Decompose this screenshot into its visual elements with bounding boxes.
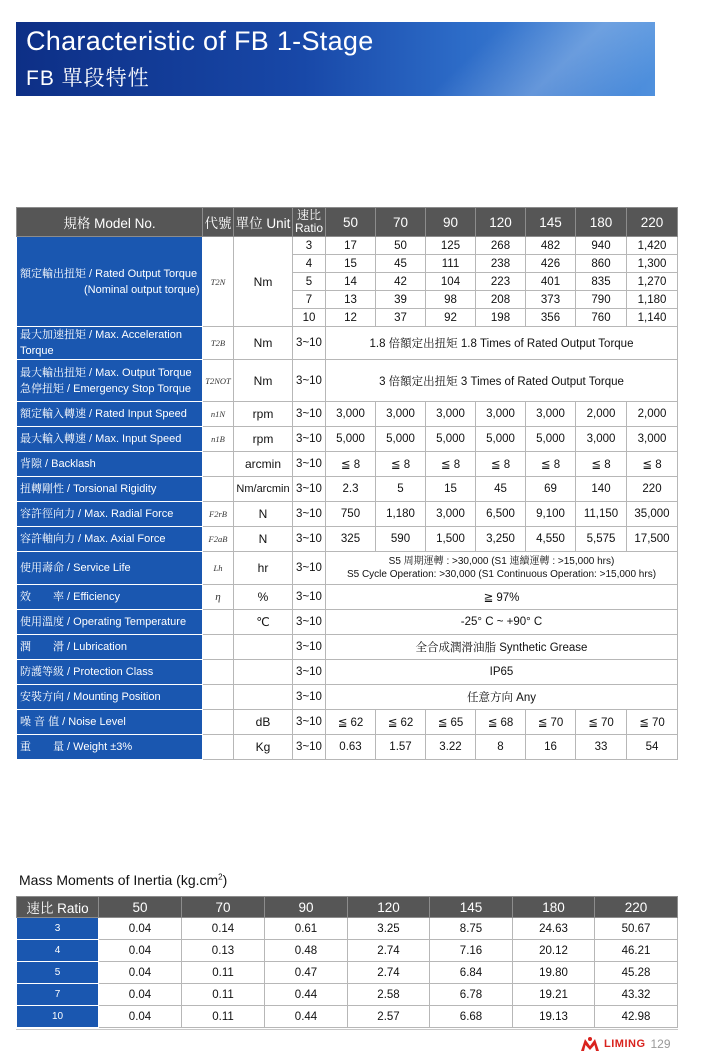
table-row — [17, 502, 678, 527]
value-cell: 401 — [526, 273, 576, 291]
table-row — [17, 918, 678, 940]
value-cell: 1,140 — [627, 309, 678, 327]
value-cell: 0.44 — [265, 984, 348, 1006]
backlash-symbol — [203, 452, 234, 477]
value-cell: ≦ 62 — [376, 710, 426, 735]
lubrication-unit — [234, 635, 293, 660]
value-cell: 5,000 — [326, 427, 376, 452]
value-cell: ≦ 8 — [627, 452, 678, 477]
value-cell: 750 — [326, 502, 376, 527]
value-cell: 482 — [526, 237, 576, 255]
value-cell: 1,270 — [627, 273, 678, 291]
rated-speed-symbol: n1N — [203, 402, 234, 427]
accel-torque-value: 1.8 倍額定出扭矩 1.8 Times of Rated Output Torque — [326, 327, 678, 360]
value-cell: 16 — [526, 735, 576, 760]
value-cell: 1,300 — [627, 255, 678, 273]
table-row — [17, 452, 678, 477]
value-cell: 3,000 — [576, 427, 627, 452]
rated-speed-unit: rpm — [234, 402, 293, 427]
value-cell: 8.75 — [430, 918, 513, 940]
mounting-unit — [234, 685, 293, 710]
max-torque-symbol: T2NOT — [203, 360, 234, 402]
value-cell: 8 — [476, 735, 526, 760]
value-cell: ≦ 65 — [426, 710, 476, 735]
rated-torque-label: 額定輸出扭矩 / Rated Output Torque — [20, 267, 198, 280]
ratio-cell: 3 — [293, 237, 326, 255]
value-cell: 39 — [376, 291, 426, 309]
value-cell: 11,150 — [576, 502, 627, 527]
ratio-cell: 3~10 — [293, 527, 326, 552]
specification-table — [16, 207, 678, 760]
table-row — [17, 685, 678, 710]
header-model-120: 120 — [476, 208, 526, 237]
ratio-cell: 7 — [293, 291, 326, 309]
table-row — [17, 635, 678, 660]
value-cell: 1,420 — [627, 237, 678, 255]
table-row — [17, 984, 678, 1006]
ratio-cell: 3~10 — [293, 327, 326, 360]
value-cell: 1,500 — [426, 527, 476, 552]
value-cell: 5,000 — [376, 427, 426, 452]
value-cell: 43.32 — [595, 984, 678, 1006]
value-cell: 0.04 — [99, 940, 182, 962]
table-row — [17, 1006, 678, 1028]
value-cell: 35,000 — [627, 502, 678, 527]
value-cell: 19.13 — [513, 1006, 595, 1028]
efficiency-value: ≧ 97% — [326, 585, 678, 610]
value-cell: 356 — [526, 309, 576, 327]
lubrication-symbol — [203, 635, 234, 660]
value-cell: 1.57 — [376, 735, 426, 760]
value-cell: 2.74 — [348, 962, 430, 984]
value-cell: 325 — [326, 527, 376, 552]
value-cell: 238 — [476, 255, 526, 273]
radial-force-symbol: F2rB — [203, 502, 234, 527]
row-label-rated-torque — [17, 237, 203, 327]
value-cell: 104 — [426, 273, 476, 291]
value-cell: 125 — [426, 237, 476, 255]
lubrication-value: 全合成潤滑油脂 Synthetic Grease — [326, 635, 678, 660]
table-row — [17, 427, 678, 452]
ratio-cell: 3~10 — [293, 477, 326, 502]
value-cell: ≦ 8 — [426, 452, 476, 477]
value-cell: ≦ 70 — [627, 710, 678, 735]
value-cell: 1,180 — [376, 502, 426, 527]
value-cell: 50 — [376, 237, 426, 255]
value-cell: 0.11 — [182, 984, 265, 1006]
row-label-temperature: 使用溫度 / Operating Temperature — [17, 610, 203, 635]
page-title: Characteristic of FB 1-Stage — [26, 26, 374, 56]
noise-symbol — [203, 710, 234, 735]
value-cell: 98 — [426, 291, 476, 309]
temperature-symbol — [203, 610, 234, 635]
value-cell: 0.11 — [182, 1006, 265, 1028]
footer-divider — [16, 1029, 678, 1030]
accel-torque-unit: Nm — [234, 327, 293, 360]
inertia-ratio-cell: 10 — [17, 1006, 99, 1028]
radial-force-unit: N — [234, 502, 293, 527]
value-cell: 835 — [576, 273, 627, 291]
header-model-90: 90 — [426, 208, 476, 237]
header-model-180: 180 — [576, 208, 627, 237]
value-cell: 220 — [627, 477, 678, 502]
inertia-header-145: 145 — [430, 897, 513, 918]
value-cell: 69 — [526, 477, 576, 502]
row-label-protection: 防護等級 / Protection Class — [17, 660, 203, 685]
value-cell: 2.58 — [348, 984, 430, 1006]
liming-logo-icon — [580, 1036, 600, 1052]
inertia-ratio-cell: 4 — [17, 940, 99, 962]
service-life-en: S5 Cycle Operation: >30,000 (S1 Continuous Operation: >15,000 hrs) — [346, 569, 657, 580]
ratio-cell: 5 — [293, 273, 326, 291]
value-cell: 0.47 — [265, 962, 348, 984]
value-cell: ≦ 8 — [576, 452, 627, 477]
value-cell: 6.78 — [430, 984, 513, 1006]
value-cell: 790 — [576, 291, 627, 309]
table-row — [17, 477, 678, 502]
service-life-zh: S5 周期運轉 : >30,000 (S1 連續運轉 : >15,000 hrs) — [388, 556, 615, 567]
temperature-unit: ℃ — [234, 610, 293, 635]
value-cell: 0.48 — [265, 940, 348, 962]
value-cell: 940 — [576, 237, 627, 255]
row-label-lubrication: 潤 滑 / Lubrication — [17, 635, 203, 660]
ratio-cell: 3~10 — [293, 427, 326, 452]
max-speed-symbol: n1B — [203, 427, 234, 452]
value-cell: 3,000 — [627, 427, 678, 452]
table-row — [17, 552, 678, 585]
value-cell: 17,500 — [627, 527, 678, 552]
table-row — [17, 735, 678, 760]
inertia-table — [16, 896, 678, 1028]
ratio-cell: 3~10 — [293, 402, 326, 427]
inertia-title-text: Mass Moments of Inertia (kg.cm — [19, 872, 219, 888]
rated-torque-symbol: T2N — [203, 237, 234, 327]
value-cell: 42.98 — [595, 1006, 678, 1028]
value-cell: 426 — [526, 255, 576, 273]
weight-symbol — [203, 735, 234, 760]
ratio-cell: 10 — [293, 309, 326, 327]
table-row — [17, 660, 678, 685]
spec-header-row — [17, 208, 678, 237]
value-cell: 3,000 — [476, 402, 526, 427]
value-cell: 3,000 — [426, 402, 476, 427]
value-cell: 50.67 — [595, 918, 678, 940]
value-cell: 0.04 — [99, 1006, 182, 1028]
value-cell: 373 — [526, 291, 576, 309]
header-ratio — [293, 208, 326, 237]
value-cell: 0.61 — [265, 918, 348, 940]
value-cell: 3,000 — [376, 402, 426, 427]
rated-torque-sublabel: (Nominal output torque) — [84, 283, 200, 296]
ratio-cell: 4 — [293, 255, 326, 273]
value-cell: 0.63 — [326, 735, 376, 760]
row-label-mounting: 安裝方向 / Mounting Position — [17, 685, 203, 710]
protection-value: IP65 — [326, 660, 678, 685]
ratio-cell: 3~10 — [293, 635, 326, 660]
page-number: 129 — [650, 1037, 671, 1051]
max-torque-unit: Nm — [234, 360, 293, 402]
table-row — [17, 360, 678, 402]
row-label-rigidity: 扭轉剛性 / Torsional Rigidity — [17, 477, 203, 502]
value-cell: 3,000 — [526, 402, 576, 427]
inertia-header-90: 90 — [265, 897, 348, 918]
header-model-70: 70 — [376, 208, 426, 237]
header-model-220: 220 — [627, 208, 678, 237]
value-cell: 2.3 — [326, 477, 376, 502]
inertia-ratio-cell: 5 — [17, 962, 99, 984]
row-label-rated-speed: 額定輸入轉速 / Rated Input Speed — [17, 402, 203, 427]
inertia-title-superscript: 2 — [218, 872, 223, 882]
value-cell: 6,500 — [476, 502, 526, 527]
value-cell: 860 — [576, 255, 627, 273]
value-cell: 0.04 — [99, 918, 182, 940]
value-cell: 2,000 — [576, 402, 627, 427]
max-torque-value: 3 倍額定出扭矩 3 Times of Rated Output Torque — [326, 360, 678, 402]
value-cell: 19.80 — [513, 962, 595, 984]
value-cell: 3,000 — [426, 502, 476, 527]
ratio-cell: 3~10 — [293, 585, 326, 610]
accel-torque-symbol: T2B — [203, 327, 234, 360]
value-cell: 15 — [426, 477, 476, 502]
value-cell: 45 — [376, 255, 426, 273]
value-cell: 33 — [576, 735, 627, 760]
efficiency-unit: % — [234, 585, 293, 610]
table-row — [17, 527, 678, 552]
row-label-noise: 噪 音 值 / Noise Level — [17, 710, 203, 735]
value-cell: 760 — [576, 309, 627, 327]
banner-highlight — [402, 22, 655, 96]
value-cell: 9,100 — [526, 502, 576, 527]
value-cell: 111 — [426, 255, 476, 273]
table-row — [17, 610, 678, 635]
rigidity-symbol — [203, 477, 234, 502]
value-cell: 17 — [326, 237, 376, 255]
value-cell: 3.22 — [426, 735, 476, 760]
value-cell: 2.57 — [348, 1006, 430, 1028]
service-life-value — [326, 552, 678, 585]
temperature-value: -25° C ~ +90° C — [326, 610, 678, 635]
value-cell: 15 — [326, 255, 376, 273]
value-cell: 3,000 — [326, 402, 376, 427]
value-cell: 45.28 — [595, 962, 678, 984]
value-cell: 54 — [627, 735, 678, 760]
value-cell: 6.84 — [430, 962, 513, 984]
value-cell: 208 — [476, 291, 526, 309]
inertia-header-220: 220 — [595, 897, 678, 918]
ratio-cell: 3~10 — [293, 710, 326, 735]
value-cell: 19.21 — [513, 984, 595, 1006]
ratio-cell: 3~10 — [293, 735, 326, 760]
value-cell: 3,250 — [476, 527, 526, 552]
efficiency-symbol: η — [203, 585, 234, 610]
value-cell: 0.11 — [182, 962, 265, 984]
value-cell: 0.13 — [182, 940, 265, 962]
value-cell: 1,180 — [627, 291, 678, 309]
emergency-torque-label: 急停扭矩 / Emergency Stop Torque — [20, 382, 191, 395]
value-cell: 5,575 — [576, 527, 627, 552]
protection-unit — [234, 660, 293, 685]
value-cell: 46.21 — [595, 940, 678, 962]
backlash-unit: arcmin — [234, 452, 293, 477]
value-cell: ≦ 62 — [326, 710, 376, 735]
axial-force-symbol: F2aB — [203, 527, 234, 552]
table-row — [17, 237, 678, 255]
header-model-50: 50 — [326, 208, 376, 237]
value-cell: 4,550 — [526, 527, 576, 552]
inertia-header-180: 180 — [513, 897, 595, 918]
protection-symbol — [203, 660, 234, 685]
value-cell: 3.25 — [348, 918, 430, 940]
value-cell: 268 — [476, 237, 526, 255]
title-banner — [16, 22, 655, 96]
max-speed-unit: rpm — [234, 427, 293, 452]
header-unit: 單位 Unit — [234, 208, 293, 237]
row-label-efficiency: 效 率 / Efficiency — [17, 585, 203, 610]
value-cell: ≦ 70 — [576, 710, 627, 735]
inertia-header-row — [17, 897, 678, 918]
inertia-header-ratio: 速比 Ratio — [17, 897, 99, 918]
value-cell: 5,000 — [476, 427, 526, 452]
value-cell: 140 — [576, 477, 627, 502]
value-cell: 5,000 — [426, 427, 476, 452]
value-cell: 13 — [326, 291, 376, 309]
ratio-cell: 3~10 — [293, 502, 326, 527]
table-row — [17, 710, 678, 735]
ratio-cell: 3~10 — [293, 660, 326, 685]
row-label-backlash: 背隙 / Backlash — [17, 452, 203, 477]
brand-name: LIMING — [604, 1038, 646, 1050]
header-code: 代號 — [203, 208, 234, 237]
value-cell: 14 — [326, 273, 376, 291]
value-cell: 590 — [376, 527, 426, 552]
value-cell: 6.68 — [430, 1006, 513, 1028]
value-cell: 20.12 — [513, 940, 595, 962]
value-cell: 0.44 — [265, 1006, 348, 1028]
rated-torque-unit: Nm — [234, 237, 293, 327]
row-label-max-torque — [17, 360, 203, 402]
value-cell: 5,000 — [526, 427, 576, 452]
inertia-ratio-cell: 3 — [17, 918, 99, 940]
value-cell: 92 — [426, 309, 476, 327]
mounting-symbol — [203, 685, 234, 710]
inertia-header-120: 120 — [348, 897, 430, 918]
inertia-ratio-cell: 7 — [17, 984, 99, 1006]
value-cell: 198 — [476, 309, 526, 327]
weight-unit: Kg — [234, 735, 293, 760]
header-ratio-zh: 速比 — [296, 208, 321, 222]
value-cell: 5 — [376, 477, 426, 502]
table-row — [17, 585, 678, 610]
value-cell: 2,000 — [627, 402, 678, 427]
value-cell: 37 — [376, 309, 426, 327]
value-cell: 0.04 — [99, 984, 182, 1006]
row-label-axial-force: 容許軸向力 / Max. Axial Force — [17, 527, 203, 552]
row-label-radial-force: 容許徑向力 / Max. Radial Force — [17, 502, 203, 527]
max-torque-label: 最大輸出扭矩 / Max. Output Torque — [20, 366, 192, 379]
inertia-header-70: 70 — [182, 897, 265, 918]
table-row — [17, 962, 678, 984]
row-label-service-life: 使用壽命 / Service Life — [17, 552, 203, 585]
axial-force-unit: N — [234, 527, 293, 552]
header-ratio-en: Ratio — [294, 221, 323, 235]
value-cell: 0.04 — [99, 962, 182, 984]
mounting-value: 任意方向 Any — [326, 685, 678, 710]
rigidity-unit: Nm/arcmin — [234, 477, 293, 502]
value-cell: ≦ 8 — [376, 452, 426, 477]
inertia-title-end: ) — [222, 872, 228, 888]
row-label-weight: 重 量 / Weight ±3% — [17, 735, 203, 760]
header-model: 規格 Model No. — [17, 208, 203, 237]
page-subtitle: FB 單段特性 — [26, 67, 150, 90]
ratio-cell: 3~10 — [293, 610, 326, 635]
table-row — [17, 402, 678, 427]
value-cell: ≦ 8 — [476, 452, 526, 477]
value-cell: ≦ 68 — [476, 710, 526, 735]
value-cell: ≦ 8 — [526, 452, 576, 477]
ratio-cell: 3~10 — [293, 552, 326, 585]
noise-unit: dB — [234, 710, 293, 735]
value-cell: 45 — [476, 477, 526, 502]
row-label-max-speed: 最大輸入轉速 / Max. Input Speed — [17, 427, 203, 452]
value-cell: 223 — [476, 273, 526, 291]
table-row — [17, 940, 678, 962]
value-cell: 7.16 — [430, 940, 513, 962]
service-life-unit: hr — [234, 552, 293, 585]
value-cell: 42 — [376, 273, 426, 291]
table-row — [17, 327, 678, 360]
value-cell: 12 — [326, 309, 376, 327]
value-cell: 2.74 — [348, 940, 430, 962]
header-model-145: 145 — [526, 208, 576, 237]
ratio-cell: 3~10 — [293, 452, 326, 477]
value-cell: 0.14 — [182, 918, 265, 940]
ratio-cell: 3~10 — [293, 685, 326, 710]
footer-brand — [580, 1035, 671, 1053]
value-cell: 24.63 — [513, 918, 595, 940]
inertia-section-title — [19, 872, 227, 888]
inertia-header-50: 50 — [99, 897, 182, 918]
row-label-accel-torque: 最大加速扭矩 / Max. Acceleration Torque — [17, 327, 203, 360]
ratio-cell: 3~10 — [293, 360, 326, 402]
service-life-symbol: Lh — [203, 552, 234, 585]
value-cell: ≦ 70 — [526, 710, 576, 735]
value-cell: ≦ 8 — [326, 452, 376, 477]
